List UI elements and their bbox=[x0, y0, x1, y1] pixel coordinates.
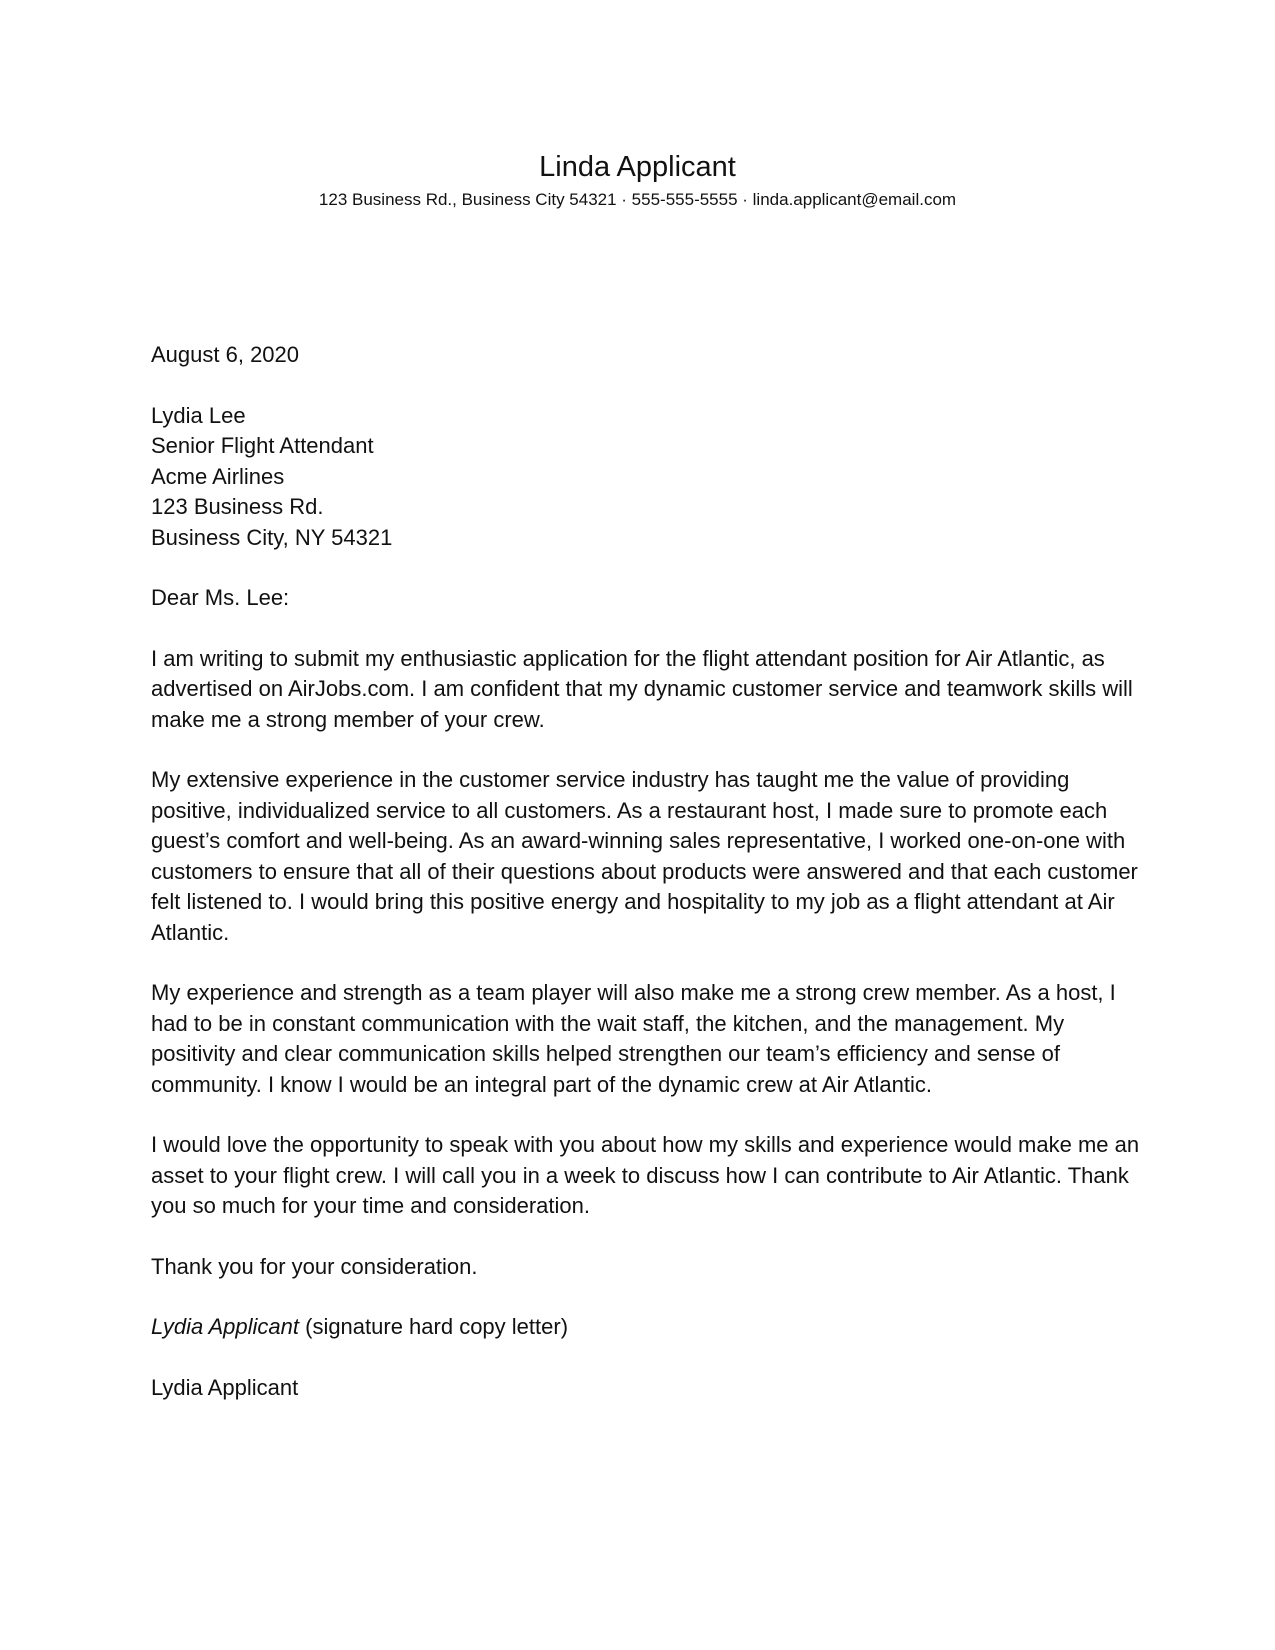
signature-line bbox=[151, 1312, 1141, 1343]
paragraph-teamwork: My experience and strength as a team player will also make me a strong crew member. As a host, I had to be in constant communication with the wait staff, the kitchen, and the management. My positivity and clear communication skills helped strengthen our team’s efficiency and sense of community. I know I would be an integral part of the dynamic crew at Air Atlantic. bbox=[151, 980, 1116, 1097]
paragraph-experience: My extensive experience in the customer service industry has taught me the value of providing positive, individualized service to all customers. As a restaurant host, I made sure to promote each guest’s comfort and well-being. As an award-winning sales representative, I worked one-on-one with customers to ensure that all of their questions about products were answered and that each customer felt listened to. I would bring this positive energy and hospitality to my job as a flight attendant at Air Atlantic. bbox=[151, 767, 1138, 945]
recipient-name: Lydia Lee bbox=[151, 402, 246, 428]
signature-italic-name: Lydia Applicant bbox=[151, 1314, 299, 1339]
complimentary-close: Thank you for your consideration. bbox=[151, 1253, 478, 1279]
letterhead bbox=[0, 150, 1275, 211]
signature-note: (signature hard copy letter) bbox=[299, 1314, 569, 1339]
paragraph-closing: I would love the opportunity to speak with you about how my skills and experience would make me an asset to your flight crew. I will call you in a week to discuss how I can contribute to Air Atlantic. Thank you so much for your time and consideration. bbox=[151, 1132, 1140, 1218]
sender-contact-line: 123 Business Rd., Business City 54321 · 555-555-5555 · linda.applicant@email.com bbox=[318, 190, 957, 209]
paragraph-intro: I am writing to submit my enthusiastic application for the flight attendant position for Air Atlantic, as advertised on AirJobs.com. I am confident that my dynamic customer service and teamwork skills will make me a strong member of your crew. bbox=[151, 645, 1133, 732]
recipient-title: Senior Flight Attendant bbox=[151, 433, 374, 458]
letter-date: August 6, 2020 bbox=[151, 342, 300, 367]
recipient-address-block bbox=[151, 401, 1141, 554]
salutation: Dear Ms. Lee: bbox=[151, 585, 290, 610]
sender-name: Linda Applicant bbox=[539, 151, 736, 183]
typed-name: Lydia Applicant bbox=[151, 1374, 299, 1400]
recipient-city: Business City, NY 54321 bbox=[151, 524, 393, 550]
recipient-company: Acme Airlines bbox=[151, 463, 285, 489]
letter-body bbox=[151, 340, 1141, 1403]
recipient-street: 123 Business Rd. bbox=[151, 494, 324, 519]
